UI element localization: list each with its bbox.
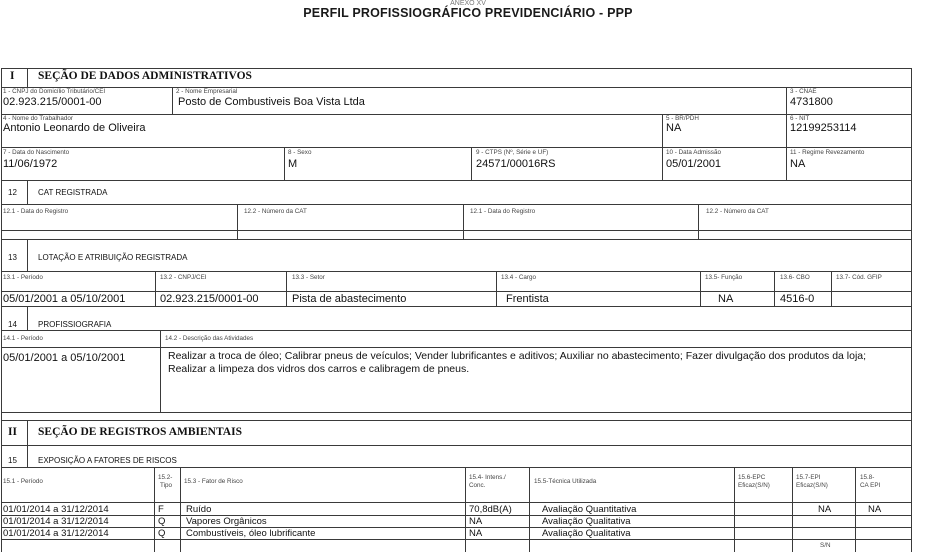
prof-descricao-label: 14.2 - Descrição das Atividades bbox=[165, 335, 254, 342]
exp-row-2-tipo: Q bbox=[158, 516, 166, 527]
cat-data-registro-label: 12.1 - Data do Registro bbox=[3, 208, 69, 215]
profissiografia-number: 14 bbox=[8, 320, 17, 329]
divider bbox=[786, 114, 787, 147]
admissao-value: 05/01/2001 bbox=[666, 158, 722, 170]
divider bbox=[463, 204, 464, 239]
divider bbox=[831, 271, 832, 306]
sexo-value: M bbox=[288, 158, 298, 170]
divider bbox=[662, 114, 663, 147]
divider bbox=[496, 271, 497, 306]
sexo-label: 8 - Sexo bbox=[288, 149, 312, 156]
lotacao-periodo-value: 05/01/2001 a 05/10/2001 bbox=[3, 293, 126, 305]
divider bbox=[1, 467, 912, 468]
lotacao-gfip-label: 13.7- Cód. GFIP bbox=[836, 274, 882, 281]
divider bbox=[172, 87, 173, 114]
br-pdh-value: NA bbox=[666, 122, 682, 134]
exposicao-title: EXPOSIÇÃO A FATORES DE RISCOS bbox=[38, 456, 177, 465]
exp-row-3-tecnica: Avaliação Qualitativa bbox=[542, 528, 631, 539]
exp-ca-label-2: CA EPI bbox=[860, 482, 881, 489]
br-pdh-label: 5 - BR/PDH bbox=[666, 115, 699, 122]
divider bbox=[155, 271, 156, 306]
trabalhador-label: 4 - Nome do Trabalhador bbox=[3, 115, 74, 122]
divider bbox=[1, 502, 912, 503]
exp-epc-label-2: Eficaz(S/N) bbox=[738, 482, 770, 489]
exp-tipo-label-2: Tipo bbox=[160, 482, 173, 489]
revezamento-label: 11 - Regime Revezamento bbox=[790, 149, 865, 156]
divider bbox=[529, 467, 530, 552]
cnae-label: 3 - CNAE bbox=[790, 88, 817, 95]
exp-row-1-tipo: F bbox=[158, 504, 164, 515]
divider bbox=[700, 271, 701, 306]
section-2-number: II bbox=[8, 426, 17, 438]
exp-tecnica-label: 15.5-Técnica Utilizada bbox=[534, 478, 597, 485]
divider bbox=[855, 467, 856, 552]
profissiografia-title: PROFISSIOGRAFIA bbox=[38, 320, 112, 329]
divider bbox=[1, 87, 912, 88]
prof-periodo-value: 05/01/2001 a 05/10/2001 bbox=[3, 352, 126, 364]
divider bbox=[1, 330, 912, 331]
divider bbox=[27, 68, 28, 87]
exp-row-1-ca: NA bbox=[868, 504, 882, 515]
cat-number: 12 bbox=[8, 188, 17, 197]
lotacao-funcao-value: NA bbox=[718, 293, 734, 305]
lotacao-cnpj-value: 02.923.215/0001-00 bbox=[160, 293, 259, 305]
divider bbox=[1, 539, 912, 540]
divider bbox=[1, 147, 912, 148]
divider bbox=[27, 445, 28, 467]
exp-row-3-intens: NA bbox=[469, 528, 483, 539]
exp-tipo-label-1: 15.2- bbox=[158, 474, 173, 481]
divider bbox=[27, 239, 28, 271]
divider bbox=[1, 347, 912, 348]
exp-row-2-tecnica: Avaliação Qualitativa bbox=[542, 516, 631, 527]
frame-right bbox=[911, 68, 912, 552]
revezamento-value: NA bbox=[790, 158, 806, 170]
divider bbox=[774, 271, 775, 306]
divider bbox=[786, 87, 787, 114]
ctps-value: 24571/00016RS bbox=[476, 158, 556, 170]
document-title: PERFIL PROFISSIOGRÁFICO PREVIDENCIÁRIO - PPP bbox=[303, 6, 633, 20]
lotacao-periodo-label: 13.1 - Período bbox=[3, 274, 43, 281]
divider bbox=[1, 114, 912, 115]
exp-row-1-intens: 70,8dB(A) bbox=[469, 504, 512, 515]
trabalhador-value: Antonio Leonardo de Oliveira bbox=[3, 122, 146, 134]
divider bbox=[465, 467, 466, 552]
divider bbox=[237, 204, 238, 239]
exp-row-3-fator: Combustíveis, óleo lubrificante bbox=[186, 528, 316, 539]
lotacao-title: LOTAÇÃO E ATRIBUIÇÃO REGISTRADA bbox=[38, 253, 188, 262]
cat-numero-2-label: 12.2 - Número da CAT bbox=[706, 208, 769, 215]
lotacao-funcao-label: 13.5- Função bbox=[705, 274, 743, 281]
divider bbox=[1, 527, 912, 528]
divider bbox=[662, 147, 663, 180]
lotacao-setor-value: Pista de abastecimento bbox=[292, 293, 407, 305]
divider bbox=[1, 239, 912, 240]
lotacao-setor-label: 13.3 - Setor bbox=[292, 274, 325, 281]
divider bbox=[792, 467, 793, 552]
section-1-title: SEÇÃO DE DADOS ADMINISTRATIVOS bbox=[38, 70, 252, 82]
lotacao-cargo-value: Frentista bbox=[506, 293, 549, 305]
lotacao-cbo-value: 4516-0 bbox=[780, 293, 815, 305]
cnpj-label: 1 - CNPJ do Domicílio Tributário/CEI bbox=[3, 88, 106, 95]
ctps-label: 9 - CTPS (Nº, Série e UF) bbox=[476, 149, 549, 156]
lotacao-cnpj-label: 13.2 - CNPJ/CEI bbox=[160, 274, 207, 281]
divider bbox=[1, 204, 912, 205]
exp-intens-label-1: 15.4- Intens./ bbox=[469, 474, 506, 481]
exp-row-1-tecnica: Avaliação Quantitativa bbox=[542, 504, 637, 515]
exp-row-1-epi: NA bbox=[818, 504, 832, 515]
cnae-value: 4731800 bbox=[790, 96, 833, 108]
divider bbox=[27, 420, 28, 445]
lotacao-cargo-label: 13.4 - Cargo bbox=[501, 274, 537, 281]
empresa-label: 2 - Nome Empresarial bbox=[176, 88, 238, 95]
exposicao-number: 15 bbox=[8, 456, 17, 465]
divider bbox=[286, 271, 287, 306]
lotacao-cbo-label: 13.6- CBO bbox=[780, 274, 810, 281]
divider bbox=[698, 204, 699, 239]
exp-row-2-periodo: 01/01/2014 a 31/12/2014 bbox=[3, 516, 109, 527]
exp-epc-label-1: 15.6-EPC bbox=[738, 474, 766, 481]
annex-note: ANEXO XV bbox=[450, 0, 486, 7]
exp-row-1-fator: Ruído bbox=[186, 504, 212, 515]
prof-periodo-label: 14.1 - Período bbox=[3, 335, 43, 342]
divider bbox=[1, 445, 912, 446]
divider bbox=[734, 467, 735, 552]
frame-left bbox=[1, 68, 2, 552]
cat-title: CAT REGISTRADA bbox=[38, 188, 108, 197]
exp-row-3-tipo: Q bbox=[158, 528, 166, 539]
exp-row-2-intens: NA bbox=[469, 516, 483, 527]
divider bbox=[1, 306, 912, 307]
nascimento-value: 11/06/1972 bbox=[3, 158, 58, 170]
exp-row-1-periodo: 01/01/2014 a 31/12/2014 bbox=[3, 504, 109, 515]
divider bbox=[1, 180, 912, 181]
exp-fator-label: 15.3 - Fator de Risco bbox=[184, 478, 243, 485]
divider bbox=[27, 180, 28, 204]
cat-numero-label: 12.2 - Número da CAT bbox=[244, 208, 307, 215]
footer-sn: S/N bbox=[820, 542, 831, 549]
divider bbox=[1, 420, 912, 421]
exp-row-2-fator: Vapores Orgânicos bbox=[186, 516, 267, 527]
exp-intens-label-2: Conc. bbox=[469, 482, 486, 489]
exp-epi-label-2: Eficaz(S/N) bbox=[796, 482, 828, 489]
divider bbox=[786, 147, 787, 180]
divider bbox=[284, 147, 285, 180]
nit-label: 6 - NIT bbox=[790, 115, 810, 122]
section-1-number: I bbox=[10, 70, 15, 82]
nascimento-label: 7 - Data do Nascimento bbox=[3, 149, 70, 156]
divider bbox=[180, 467, 181, 552]
exp-ca-label-1: 15.8- bbox=[860, 474, 875, 481]
prof-descricao-value: Realizar a troca de óleo; Calibrar pneus de veículos; Vender lubrificantes e aditivos; Auxiliar no abastecimento; Fazer divulgação dos produtos da loja; Realizar a limpeza dos vidros dos carros e calibragem de pneus. bbox=[168, 350, 867, 375]
divider bbox=[1, 230, 912, 231]
empresa-value: Posto de Combustiveis Boa Vista Ltda bbox=[178, 96, 365, 108]
divider bbox=[471, 147, 472, 180]
divider bbox=[160, 330, 161, 412]
divider bbox=[154, 467, 155, 552]
nit-value: 12199253114 bbox=[790, 122, 857, 134]
divider bbox=[1, 68, 912, 69]
divider bbox=[1, 412, 912, 413]
admissao-label: 10 - Data Admissão bbox=[666, 149, 721, 156]
lotacao-number: 13 bbox=[8, 253, 17, 262]
exp-epi-label-1: 15.7-EPI bbox=[796, 474, 821, 481]
section-2-title: SEÇÃO DE REGISTROS AMBIENTAIS bbox=[38, 426, 242, 438]
divider bbox=[1, 515, 912, 516]
divider bbox=[27, 306, 28, 330]
divider bbox=[1, 291, 912, 292]
exp-row-3-periodo: 01/01/2014 a 31/12/2014 bbox=[3, 528, 109, 539]
exp-periodo-label: 15.1 - Período bbox=[3, 478, 43, 485]
cnpj-value: 02.923.215/0001-00 bbox=[3, 96, 102, 108]
cat-data-registro-2-label: 12.1 - Data do Registro bbox=[470, 208, 536, 215]
divider bbox=[1, 271, 912, 272]
